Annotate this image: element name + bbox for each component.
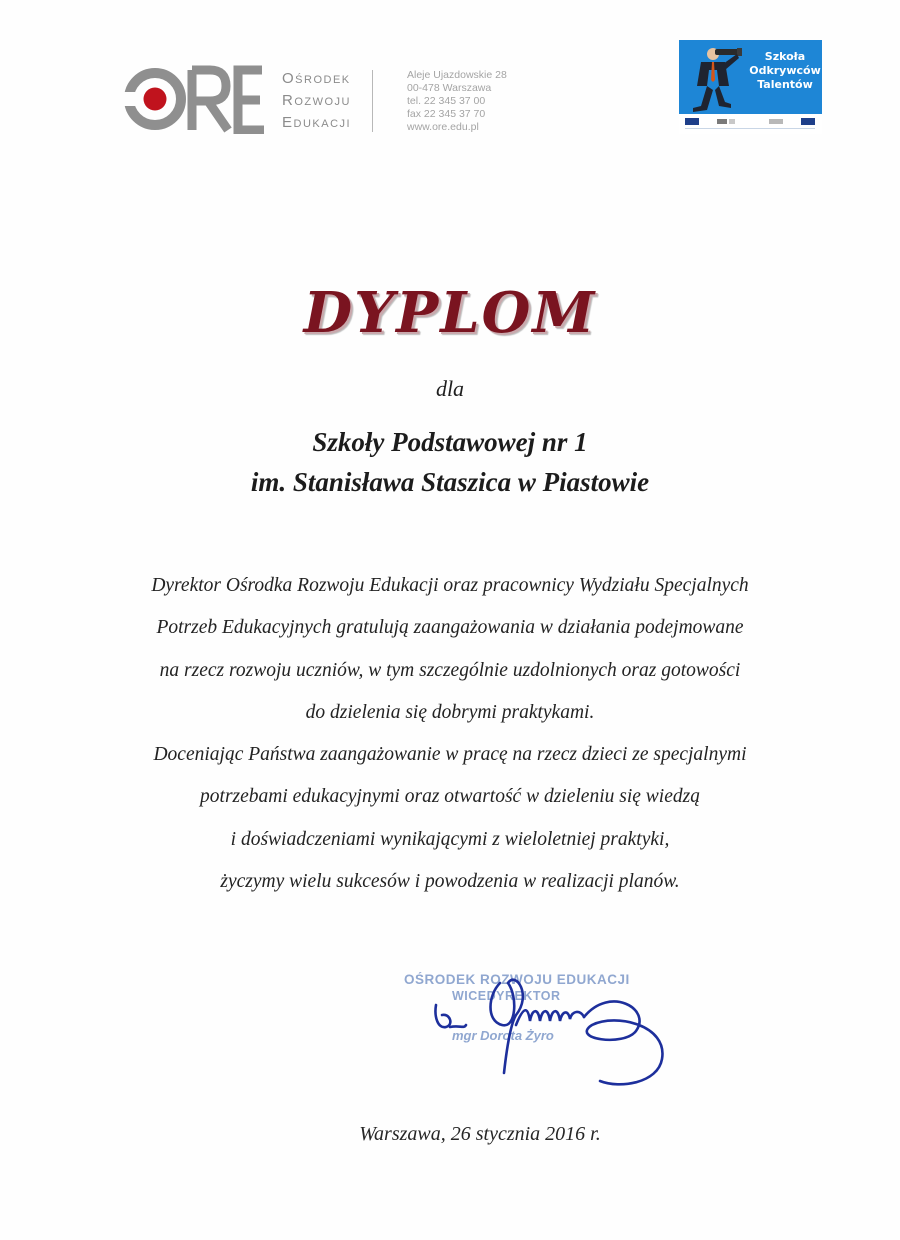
header-divider xyxy=(372,70,373,132)
body-line: i doświadczeniami wynikającymi z wieloletniej praktyki, xyxy=(230,828,670,850)
stamp-institution: OŚRODEK ROZWOJU EDUKACJI xyxy=(404,972,630,987)
body-line: potrzebami edukacyjnymi oraz otwartość w dzieleniu się wiedzą xyxy=(200,786,700,808)
ore-org-line: Ośrodek xyxy=(282,70,351,87)
place-and-date: Warszawa, 26 stycznia 2016 r. xyxy=(359,1123,601,1145)
body-line: Potrzeb Edukacyjnych gratulują zaangażowania w działania podejmowane xyxy=(156,617,744,639)
stamp-name: mgr Dorota Żyro xyxy=(452,1028,554,1043)
ore-address xyxy=(407,69,507,134)
handwritten-signature xyxy=(420,955,680,1095)
badge-title-line: Talentów xyxy=(757,78,813,91)
explorer-figure-icon xyxy=(679,40,749,116)
ore-org-line: Edukacji xyxy=(282,114,352,131)
address-line: 00-478 Warszawa xyxy=(407,82,492,94)
address-line: fax 22 345 37 70 xyxy=(407,108,486,120)
body-line: do dzielenia się dobrymi praktykami. xyxy=(305,701,595,723)
body-line: Dyrektor Ośrodka Rozwoju Edukacji oraz pracownicy Wydziału Specjalnych xyxy=(151,575,749,596)
body-line: Doceniając Państwa zaangażowanie w pracę na rzecz dzieci ze specjalnymi xyxy=(153,744,747,766)
szkola-odkrywcow-talentow-badge xyxy=(679,40,822,134)
badge-title-line: Szkoła xyxy=(764,50,806,63)
recipient-name xyxy=(0,422,900,502)
body-line: życzymy wielu sukcesów i powodzenia w realizacji planów. xyxy=(220,871,680,893)
ore-logo-mark xyxy=(122,64,272,134)
ore-org-line: Rozwoju xyxy=(282,92,351,109)
diploma-title: DYPLOM xyxy=(303,280,597,346)
stamp-position: WICEDYREKTOR xyxy=(452,989,561,1003)
address-line: www.ore.edu.pl xyxy=(407,121,479,133)
badge-footer-rule xyxy=(685,128,815,129)
badge-title xyxy=(749,50,821,92)
address-line: tel. 22 345 37 00 xyxy=(407,95,486,107)
eu-funding-logos-icon xyxy=(683,117,818,126)
body-line: na rzecz rozwoju uczniów, w tym szczególnie uzdolnionych oraz gotowości xyxy=(159,659,741,681)
recipient-line: Szkoły Podstawowej nr 1 xyxy=(312,427,588,457)
badge-title-line: Odkrywców xyxy=(749,64,821,77)
diploma-body xyxy=(0,565,900,903)
address-line: Aleje Ujazdowskie 28 xyxy=(407,69,507,81)
dla-label: dla xyxy=(435,376,465,401)
ore-org-name xyxy=(282,68,351,134)
recipient-line: im. Stanisława Staszica w Piastowie xyxy=(250,467,650,497)
badge-footer xyxy=(679,114,822,134)
